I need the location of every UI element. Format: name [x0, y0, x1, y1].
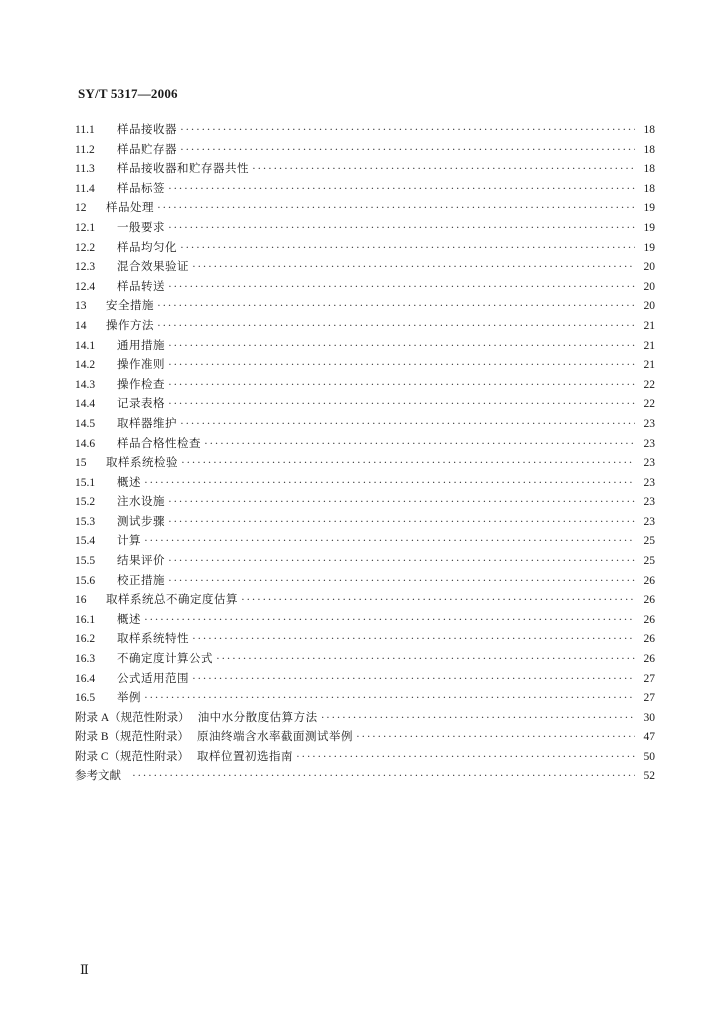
toc-entry-number: 14.5	[75, 417, 96, 430]
toc-entry-title: 样品接收器和贮存器共性	[117, 161, 249, 176]
toc-entry-number: 15	[75, 457, 87, 470]
toc-entry-title: 概述	[117, 611, 141, 626]
toc-entry-title: 不确定度计算公式	[117, 651, 213, 666]
toc-entry-page: 25	[643, 535, 655, 548]
toc-dot-leader	[204, 435, 635, 455]
toc-entry[interactable]	[75, 610, 655, 630]
toc-entry-page: 18	[643, 163, 655, 176]
toc-dot-leader	[168, 493, 635, 513]
toc-entry[interactable]	[75, 531, 655, 551]
toc-entry-page: 26	[643, 574, 655, 587]
toc-entry[interactable]	[75, 727, 655, 747]
toc-entry-title: 原油终端含水率截面测试举例	[197, 729, 354, 744]
toc-dot-leader	[181, 454, 635, 474]
toc-dot-leader	[132, 767, 635, 787]
toc-entry[interactable]	[75, 512, 655, 532]
toc-entry-title: 一般要求	[117, 219, 165, 234]
toc-entry-title: 公式适用范围	[117, 670, 189, 685]
toc-entry-page: 26	[643, 653, 655, 666]
toc-entry[interactable]	[75, 238, 655, 258]
toc-dot-leader	[168, 337, 635, 357]
toc-entry-page: 50	[643, 751, 655, 763]
toc-dot-leader	[180, 141, 635, 161]
toc-entry[interactable]	[75, 629, 655, 649]
toc-entry-page: 19	[643, 241, 655, 254]
toc-dot-leader	[321, 709, 635, 729]
toc-dot-leader	[157, 317, 635, 337]
toc-entry-number: 15.2	[75, 496, 96, 509]
toc-entry-number: 11.3	[75, 163, 95, 176]
toc-entry-title: 测试步骤	[117, 513, 165, 528]
toc-dot-leader	[241, 591, 635, 611]
toc-entry-title: 取样位置初选指南	[197, 749, 294, 763]
toc-dot-leader	[168, 395, 635, 415]
toc-entry[interactable]	[75, 571, 655, 591]
toc-entry[interactable]	[75, 296, 655, 316]
toc-entry-page: 18	[643, 124, 655, 136]
toc-entry[interactable]	[75, 688, 655, 708]
toc-entry[interactable]	[75, 394, 655, 414]
toc-entry[interactable]	[75, 355, 655, 375]
toc-entry-title: 结果评价	[117, 553, 165, 568]
toc-entry-title: 举例	[117, 690, 141, 705]
toc-dot-leader	[216, 650, 635, 670]
toc-entry[interactable]	[75, 179, 655, 199]
toc-dot-leader	[168, 376, 635, 396]
toc-dot-leader	[157, 297, 635, 317]
toc-entry[interactable]	[75, 336, 655, 356]
toc-entry-number: 附录 C（规范性附录）	[75, 751, 190, 763]
toc-entry-number: 13	[75, 300, 87, 313]
toc-entry-title: 记录表格	[117, 396, 165, 411]
toc-dot-leader	[144, 474, 635, 494]
toc-entry-page: 18	[643, 143, 655, 156]
toc-entry-page: 23	[643, 417, 655, 430]
toc-entry[interactable]	[75, 140, 655, 160]
toc-dot-leader	[192, 258, 635, 278]
toc-entry-number: 12	[75, 202, 87, 215]
toc-entry-title: 样品贮存器	[117, 141, 177, 156]
toc-entry[interactable]	[75, 198, 655, 218]
toc-entry-title: 通用措施	[117, 337, 165, 352]
toc-entry[interactable]	[75, 375, 655, 395]
toc-entry-number: 16.2	[75, 633, 96, 646]
toc-entry-page: 20	[643, 261, 655, 274]
toc-entry-number: 14.3	[75, 378, 96, 391]
toc-entry-title: 操作检查	[117, 376, 165, 391]
toc-entry-title: 概述	[117, 474, 141, 489]
toc-entry-title: 取样系统检验	[106, 455, 178, 470]
toc-entry[interactable]	[75, 434, 655, 454]
toc-entry-title: 安全措施	[106, 298, 154, 313]
toc-dot-leader	[168, 219, 635, 239]
toc-entry-page: 20	[643, 300, 655, 313]
toc-entry-number: 12.4	[75, 280, 96, 293]
toc-entry[interactable]	[75, 414, 655, 434]
toc-entry-number: 参考文献	[75, 769, 121, 782]
toc-entry[interactable]	[75, 473, 655, 493]
toc-entry-title: 样品转送	[117, 278, 165, 293]
toc-entry[interactable]	[75, 747, 655, 767]
toc-entry-title: 取样系统总不确定度估算	[106, 592, 238, 607]
toc-entry-page: 27	[643, 692, 655, 705]
toc-entry[interactable]	[75, 316, 655, 336]
toc-entry-page: 25	[643, 555, 655, 568]
toc-entry-page: 26	[643, 594, 655, 607]
toc-entry-number: 12.3	[75, 261, 96, 274]
toc-entry[interactable]	[75, 767, 655, 787]
toc-entry-page: 23	[643, 457, 655, 470]
toc-dot-leader	[296, 748, 635, 768]
toc-entry-number: 12.2	[75, 241, 96, 254]
toc-entry-number: 16.4	[75, 672, 96, 685]
toc-entry-title: 注水设施	[117, 494, 165, 509]
toc-entry-number: 15.3	[75, 515, 96, 528]
toc-entry-number: 12.1	[75, 221, 96, 234]
table-of-contents	[75, 120, 655, 786]
toc-entry[interactable]	[75, 453, 655, 473]
toc-entry-number: 16.3	[75, 653, 96, 666]
toc-entry-number: 15.6	[75, 574, 96, 587]
toc-entry[interactable]	[75, 218, 655, 238]
toc-dot-leader	[144, 689, 635, 709]
toc-entry[interactable]	[75, 551, 655, 571]
page-number: Ⅱ	[80, 962, 89, 977]
toc-entry-title: 样品均匀化	[117, 239, 177, 254]
toc-entry-page: 23	[643, 437, 655, 450]
toc-entry[interactable]	[75, 590, 655, 610]
toc-entry-page: 21	[643, 319, 655, 332]
toc-entry-number: 14	[75, 319, 87, 332]
toc-entry-number: 16.1	[75, 613, 96, 626]
toc-dot-leader	[144, 611, 635, 631]
toc-dot-leader	[180, 121, 635, 141]
toc-entry-page: 20	[643, 280, 655, 293]
toc-entry-number: 15.1	[75, 476, 96, 489]
toc-entry-page: 23	[643, 476, 655, 489]
toc-dot-leader	[168, 356, 635, 376]
toc-entry-page: 47	[643, 731, 655, 744]
toc-dot-leader	[192, 630, 635, 650]
toc-entry-title: 取样器维护	[117, 415, 177, 430]
toc-dot-leader	[180, 239, 635, 259]
toc-dot-leader	[252, 160, 635, 180]
toc-entry[interactable]	[75, 649, 655, 669]
toc-entry-page: 18	[643, 182, 655, 195]
toc-entry-number: 16.5	[75, 692, 96, 705]
toc-entry-title: 计算	[117, 533, 141, 548]
toc-entry-page: 21	[643, 359, 655, 372]
toc-entry[interactable]	[75, 492, 655, 512]
toc-entry-title: 样品标签	[117, 180, 165, 195]
toc-entry-page: 19	[643, 202, 655, 215]
toc-entry-title: 油中水分散度估算方法	[197, 709, 318, 724]
toc-entry-number: 11.4	[75, 182, 95, 195]
toc-entry-number: 附录 B（规范性附录）	[75, 731, 190, 744]
toc-entry-number: 16	[75, 594, 87, 607]
toc-entry-page: 52	[643, 769, 655, 782]
toc-entry-title: 样品处理	[106, 200, 154, 215]
toc-entry-number: 14.6	[75, 437, 96, 450]
toc-entry-title: 校正措施	[117, 572, 165, 587]
toc-entry-number: 附录 A（规范性附录）	[75, 711, 190, 724]
toc-dot-leader	[168, 572, 635, 592]
toc-dot-leader	[168, 180, 635, 200]
toc-entry-page: 22	[643, 378, 655, 391]
toc-entry-title: 操作方法	[106, 317, 154, 332]
toc-entry-number: 11.2	[75, 143, 95, 156]
toc-entry[interactable]	[75, 120, 655, 140]
toc-entry[interactable]	[75, 257, 655, 277]
toc-entry-page: 21	[643, 339, 655, 352]
toc-dot-leader	[192, 670, 635, 690]
toc-entry-number: 14.1	[75, 339, 96, 352]
toc-entry-number: 14.2	[75, 359, 96, 372]
toc-entry-page: 30	[643, 711, 655, 724]
toc-entry-number: 15.5	[75, 555, 96, 568]
toc-entry-page: 23	[643, 515, 655, 528]
toc-entry-page: 19	[643, 221, 655, 234]
toc-dot-leader	[356, 728, 635, 748]
toc-entry-title: 样品接收器	[117, 122, 177, 136]
toc-entry[interactable]	[75, 708, 655, 728]
toc-entry-page: 26	[643, 613, 655, 626]
toc-entry-number: 15.4	[75, 535, 96, 548]
toc-entry-number: 11.1	[75, 124, 95, 136]
toc-entry-number: 14.4	[75, 398, 96, 411]
toc-dot-leader	[168, 552, 635, 572]
toc-entry[interactable]	[75, 277, 655, 297]
toc-entry-page: 23	[643, 496, 655, 509]
toc-entry-title: 混合效果验证	[117, 259, 189, 274]
toc-dot-leader	[168, 513, 635, 533]
toc-dot-leader	[144, 532, 635, 552]
toc-dot-leader	[157, 199, 635, 219]
document-code: SY/T 5317—2006	[78, 86, 178, 101]
toc-entry-title: 样品合格性检查	[117, 435, 201, 450]
toc-entry-page: 22	[643, 398, 655, 411]
toc-entry-title: 取样系统特性	[117, 631, 189, 646]
toc-entry-page: 27	[643, 672, 655, 685]
toc-dot-leader	[180, 415, 635, 435]
toc-dot-leader	[168, 278, 635, 298]
toc-entry[interactable]	[75, 159, 655, 179]
toc-entry-title: 操作准则	[117, 357, 165, 372]
toc-entry-page: 26	[643, 633, 655, 646]
toc-entry[interactable]	[75, 669, 655, 689]
